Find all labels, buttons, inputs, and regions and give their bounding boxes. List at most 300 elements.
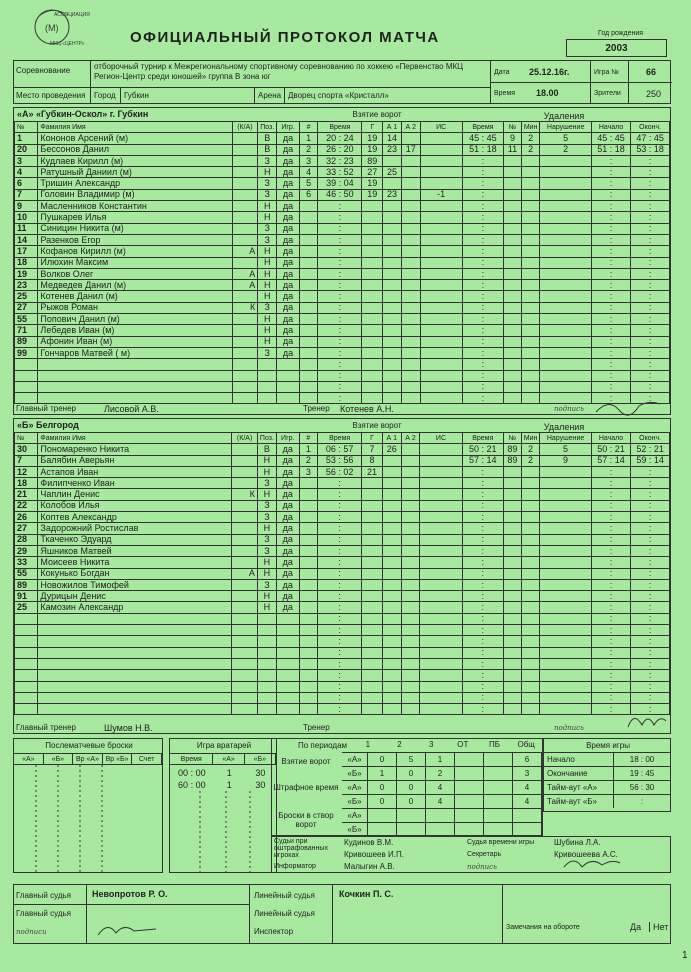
penalty-start: : bbox=[591, 466, 631, 477]
penalty-minutes bbox=[521, 234, 540, 245]
penalty-end: : bbox=[631, 359, 670, 370]
player-position: Н bbox=[258, 167, 277, 178]
goal-assist-2 bbox=[401, 325, 420, 336]
goalie-time: 00 : 00 bbox=[178, 768, 206, 778]
period-value: 0 bbox=[368, 753, 397, 766]
player-ka bbox=[232, 647, 258, 658]
goal-time: : bbox=[318, 704, 362, 715]
goal-assist-1: 25 bbox=[383, 167, 402, 178]
player-ka bbox=[232, 370, 258, 381]
penalty-start: 50 : 21 bbox=[591, 444, 631, 455]
goal-assist-1 bbox=[382, 545, 401, 556]
player-position: Н bbox=[258, 212, 277, 223]
penalty-end: : bbox=[631, 347, 670, 358]
player-name: Чаплин Денис bbox=[38, 489, 232, 500]
penalty-player bbox=[503, 534, 521, 545]
goal-assist-1 bbox=[383, 393, 402, 404]
player-row bbox=[15, 625, 670, 636]
player-row bbox=[15, 234, 670, 245]
penalty-end: : bbox=[631, 280, 670, 291]
goal-number bbox=[299, 370, 317, 381]
player-played bbox=[276, 692, 299, 703]
periods-shots-label: Броски в створ ворот bbox=[278, 811, 334, 829]
player-played: да bbox=[277, 234, 300, 245]
player-number: 7 bbox=[15, 455, 38, 466]
col-end: Оконч. bbox=[631, 433, 670, 444]
player-number bbox=[15, 692, 38, 703]
penalty-minutes bbox=[521, 704, 540, 715]
player-number bbox=[15, 670, 38, 681]
penalty-time: 51 : 18 bbox=[462, 144, 503, 155]
player-number: 71 bbox=[15, 325, 38, 336]
goal-scorer bbox=[362, 478, 383, 489]
player-row bbox=[15, 591, 670, 602]
goal-assist-1 bbox=[382, 489, 401, 500]
player-name: Афонин Иван (м) bbox=[38, 336, 232, 347]
player-ka bbox=[232, 144, 258, 155]
team-b-section bbox=[13, 418, 671, 734]
player-name bbox=[38, 658, 232, 669]
col-pen-min: Мин bbox=[521, 433, 540, 444]
player-name: Балябин Аверьян bbox=[38, 455, 232, 466]
penalty-end: : bbox=[631, 523, 670, 534]
goal-situation bbox=[420, 302, 462, 313]
goal-number bbox=[299, 268, 317, 279]
penalty-start: : bbox=[591, 523, 631, 534]
goalie-second: 00 bbox=[195, 780, 206, 790]
chief-referee-label: Главный судья bbox=[16, 891, 72, 900]
penalty-player bbox=[504, 325, 522, 336]
goal-time: : bbox=[318, 223, 362, 234]
penalty-start-min: 51 bbox=[597, 144, 608, 155]
player-row bbox=[15, 246, 670, 257]
player-row bbox=[15, 155, 670, 166]
goal-number bbox=[299, 636, 317, 647]
penalty-violation bbox=[540, 314, 591, 325]
goal-number bbox=[299, 534, 317, 545]
penalty-player bbox=[504, 212, 522, 223]
penalty-end: : bbox=[631, 325, 670, 336]
goal-assist-2 bbox=[401, 625, 420, 636]
player-ka bbox=[232, 692, 258, 703]
penalty-minutes bbox=[521, 545, 540, 556]
goal-assist-2 bbox=[401, 155, 420, 166]
player-row bbox=[15, 347, 670, 358]
penalty-end: : bbox=[631, 512, 670, 523]
penalty-violation bbox=[540, 704, 591, 715]
penalty-player bbox=[504, 178, 522, 189]
penalty-start: : bbox=[591, 613, 631, 624]
player-position: З bbox=[258, 347, 277, 358]
penalty-violation bbox=[540, 591, 591, 602]
shootout-col: «А» bbox=[14, 754, 44, 764]
player-played: да bbox=[276, 602, 299, 613]
player-ka bbox=[232, 178, 258, 189]
player-played: да bbox=[277, 223, 300, 234]
goal-situation bbox=[420, 291, 462, 302]
player-number: 30 bbox=[15, 444, 38, 455]
goal-assist-2 bbox=[401, 591, 420, 602]
goal-assist-2 bbox=[401, 201, 420, 212]
player-played: да bbox=[276, 512, 299, 523]
period-team: «Б» bbox=[342, 823, 368, 836]
penalty-start: : bbox=[591, 579, 631, 590]
penalty-violation bbox=[540, 579, 591, 590]
penalty-player bbox=[503, 636, 521, 647]
period-row bbox=[342, 794, 542, 808]
penalty-violation bbox=[540, 636, 591, 647]
penalty-violation bbox=[540, 155, 591, 166]
penalty-time: : bbox=[462, 523, 503, 534]
team-a-coach-signature bbox=[594, 396, 664, 418]
goal-scorer bbox=[362, 359, 383, 370]
player-row bbox=[15, 557, 670, 568]
goal-minute: 32 bbox=[326, 155, 337, 166]
team-a-head-coach-label: Главный тренер bbox=[16, 404, 76, 413]
penalty-player bbox=[503, 489, 521, 500]
goal-assist-2 bbox=[401, 681, 420, 692]
penalty-violation bbox=[540, 359, 591, 370]
penalty-minutes bbox=[521, 212, 540, 223]
goal-time: 06 : 57 bbox=[318, 444, 362, 455]
penalty-violation bbox=[540, 658, 591, 669]
summary-section bbox=[13, 738, 671, 873]
player-number: 9 bbox=[15, 201, 38, 212]
player-number: 6 bbox=[15, 178, 38, 189]
penalty-start: : bbox=[591, 478, 631, 489]
goal-scorer bbox=[362, 280, 383, 291]
goal-assist-2 bbox=[401, 178, 420, 189]
player-name: Колобов Илья bbox=[38, 500, 232, 511]
goal-assist-1 bbox=[383, 234, 402, 245]
penalty-violation bbox=[540, 381, 591, 392]
col-goal-time: Время bbox=[318, 122, 362, 133]
penalty-end: : bbox=[631, 613, 670, 624]
penalty-violation bbox=[540, 534, 591, 545]
goal-number bbox=[299, 393, 317, 404]
page-title: ОФИЦИАЛЬНЫЙ ПРОТОКОЛ МАТЧА bbox=[130, 29, 440, 46]
goal-assist-2 bbox=[401, 455, 420, 466]
goal-assist-2: 17 bbox=[401, 144, 420, 155]
player-ka bbox=[232, 579, 258, 590]
penalty-time: : bbox=[462, 393, 503, 404]
player-number: 1 bbox=[15, 133, 38, 144]
period-team: «А» bbox=[342, 809, 368, 822]
player-row bbox=[15, 257, 670, 268]
goal-situation bbox=[420, 681, 462, 692]
player-played: да bbox=[277, 314, 300, 325]
period-row bbox=[342, 780, 542, 794]
penalty-violation: 9 bbox=[540, 455, 591, 466]
penalty-player bbox=[504, 189, 522, 200]
player-row bbox=[15, 381, 670, 392]
penalty-end-min: 52 bbox=[636, 443, 647, 454]
player-position: Н bbox=[258, 201, 277, 212]
goal-time: : bbox=[318, 647, 362, 658]
penalty-violation bbox=[540, 568, 591, 579]
goalie-time: 60 : 00 bbox=[178, 780, 206, 790]
period-value bbox=[484, 823, 513, 836]
player-number bbox=[15, 625, 38, 636]
penalty-player bbox=[504, 291, 522, 302]
player-ka bbox=[232, 336, 258, 347]
player-ka bbox=[232, 223, 258, 234]
player-position: Н bbox=[257, 568, 276, 579]
penalty-minutes bbox=[521, 658, 540, 669]
game-time-minute: 19 bbox=[629, 769, 639, 778]
goalies-rows bbox=[170, 767, 276, 791]
player-position: Н bbox=[257, 489, 276, 500]
player-position bbox=[257, 692, 276, 703]
penalty-judges-label: Судьи при оштрафованных игроках bbox=[274, 838, 328, 859]
player-number bbox=[15, 359, 38, 370]
player-number: 17 bbox=[15, 246, 38, 257]
goal-assist-1 bbox=[382, 613, 401, 624]
penalty-minute: 57 bbox=[468, 455, 479, 466]
goal-assist-2 bbox=[401, 692, 420, 703]
goal-scorer bbox=[362, 246, 383, 257]
player-number: 21 bbox=[15, 489, 38, 500]
col-goal-a1: А 1 bbox=[383, 122, 402, 133]
goal-situation bbox=[420, 314, 462, 325]
player-played: да bbox=[277, 212, 300, 223]
col-goal-is: ИС bbox=[420, 122, 462, 133]
goal-assist-2 bbox=[401, 500, 420, 511]
goal-time: : bbox=[318, 636, 362, 647]
penalty-violation bbox=[540, 246, 591, 257]
penalty-violation bbox=[540, 201, 591, 212]
penalty-time: : bbox=[462, 223, 503, 234]
player-name: Разенков Егор bbox=[38, 234, 232, 245]
goal-time: : bbox=[318, 591, 362, 602]
player-ka bbox=[232, 681, 258, 692]
penalty-time: : bbox=[462, 557, 503, 568]
penalty-player bbox=[503, 613, 521, 624]
goal-assist-2 bbox=[401, 268, 420, 279]
goal-time: : bbox=[318, 602, 362, 613]
goal-assist-2 bbox=[401, 512, 420, 523]
player-position: З bbox=[258, 302, 277, 313]
goal-number bbox=[299, 613, 317, 624]
goalie-row bbox=[170, 767, 276, 779]
penalty-start: : bbox=[591, 234, 631, 245]
player-position: Н bbox=[257, 466, 276, 477]
period-value bbox=[513, 823, 542, 836]
goal-situation bbox=[420, 455, 462, 466]
goal-assist-1 bbox=[383, 257, 402, 268]
goal-assist-2 bbox=[401, 336, 420, 347]
period-value bbox=[455, 795, 484, 808]
time-label: Время bbox=[494, 90, 516, 97]
goal-situation: -1 bbox=[420, 189, 462, 200]
penalty-time: : bbox=[462, 568, 503, 579]
shootout-col: Вр «А» bbox=[73, 754, 103, 764]
player-position: З bbox=[258, 234, 277, 245]
penalty-start: : bbox=[591, 625, 631, 636]
player-position: В bbox=[258, 144, 277, 155]
period-value bbox=[484, 795, 513, 808]
player-ka bbox=[232, 466, 258, 477]
penalty-minutes bbox=[521, 302, 540, 313]
player-row bbox=[15, 523, 670, 534]
goal-number bbox=[299, 670, 317, 681]
penalty-violation bbox=[540, 602, 591, 613]
goal-scorer: 19 bbox=[362, 178, 383, 189]
player-name: Котенев Данил (м) bbox=[38, 291, 232, 302]
penalty-time: : bbox=[462, 302, 503, 313]
game-time-label: Тайм-аут «А» bbox=[544, 781, 614, 794]
goal-assist-1 bbox=[382, 704, 401, 715]
penalty-start-min: 45 bbox=[597, 132, 608, 143]
player-ka bbox=[232, 636, 258, 647]
penalty-minute: 50 bbox=[468, 443, 479, 454]
goal-assist-2 bbox=[401, 489, 420, 500]
goal-number bbox=[299, 681, 317, 692]
penalty-start: : bbox=[591, 545, 631, 556]
goal-situation bbox=[420, 370, 462, 381]
penalty-start: 51 : 18 bbox=[591, 144, 631, 155]
player-position bbox=[258, 370, 277, 381]
goal-scorer bbox=[362, 370, 383, 381]
player-played: да bbox=[277, 201, 300, 212]
player-row bbox=[15, 268, 670, 279]
goal-assist-1 bbox=[382, 692, 401, 703]
period-value bbox=[484, 781, 513, 794]
penalty-second: 14 bbox=[486, 455, 497, 466]
goal-assist-1 bbox=[382, 557, 401, 568]
penalty-time: : bbox=[462, 246, 503, 257]
penalty-time: : bbox=[462, 268, 503, 279]
penalty-minutes bbox=[521, 201, 540, 212]
player-position: Н bbox=[258, 246, 277, 257]
col-goal-no: # bbox=[299, 433, 317, 444]
penalty-player bbox=[504, 201, 522, 212]
goal-assist-1 bbox=[383, 223, 402, 234]
goal-second: 02 bbox=[343, 466, 354, 477]
goalies-title: Игра вратарей bbox=[196, 741, 252, 750]
player-ka bbox=[232, 212, 258, 223]
player-name bbox=[38, 647, 232, 658]
penalty-start: : bbox=[591, 658, 631, 669]
period-team: «Б» bbox=[342, 767, 368, 780]
goal-number bbox=[299, 223, 317, 234]
goal-assist-1 bbox=[382, 500, 401, 511]
penalty-player bbox=[504, 155, 522, 166]
goal-second: 57 bbox=[343, 443, 354, 454]
player-played: да bbox=[277, 291, 300, 302]
col-goal-is: ИС bbox=[420, 433, 462, 444]
player-position bbox=[258, 381, 277, 392]
goal-scorer bbox=[362, 591, 383, 602]
team-b-table bbox=[14, 432, 670, 715]
penalty-start: : bbox=[591, 534, 631, 545]
player-row bbox=[15, 302, 670, 313]
goal-number bbox=[299, 512, 317, 523]
player-position bbox=[257, 636, 276, 647]
team-b-name: «Б» Белгород bbox=[17, 420, 79, 430]
period-value: 3 bbox=[513, 767, 542, 780]
goal-assist-1 bbox=[383, 347, 402, 358]
player-row bbox=[15, 512, 670, 523]
period-value bbox=[484, 809, 513, 822]
penalty-minutes bbox=[521, 336, 540, 347]
goal-situation bbox=[420, 647, 462, 658]
city-label: Город bbox=[94, 91, 116, 100]
player-played: да bbox=[276, 500, 299, 511]
goal-situation bbox=[420, 133, 462, 144]
goal-number bbox=[299, 478, 317, 489]
goal-assist-2 bbox=[401, 393, 420, 404]
period-value: 6 bbox=[513, 753, 542, 766]
penalty-player bbox=[504, 393, 522, 404]
goalie-b: 30 bbox=[255, 780, 266, 790]
goal-minute: 20 bbox=[326, 132, 337, 143]
goalie-minute: 00 bbox=[178, 768, 189, 778]
player-row bbox=[15, 670, 670, 681]
goal-assist-1 bbox=[383, 291, 402, 302]
period-team: «А» bbox=[342, 781, 368, 794]
goal-number bbox=[299, 568, 317, 579]
remarks-label: Замечания на обороте bbox=[506, 924, 580, 931]
penalty-violation bbox=[540, 257, 591, 268]
penalty-minutes bbox=[521, 167, 540, 178]
penalty-violation bbox=[540, 280, 591, 291]
informer-label: Информатор bbox=[274, 863, 316, 870]
goal-second: 50 bbox=[343, 189, 354, 200]
player-ka bbox=[232, 133, 258, 144]
goal-situation bbox=[420, 223, 462, 234]
goal-second: 23 bbox=[343, 155, 354, 166]
goal-situation bbox=[420, 280, 462, 291]
player-played bbox=[277, 393, 300, 404]
penalty-end: : bbox=[631, 500, 670, 511]
penalty-judge-1: Кудинов В.М. bbox=[344, 838, 394, 847]
player-row bbox=[15, 681, 670, 692]
period-value bbox=[513, 809, 542, 822]
competition-label: Соревнование bbox=[16, 66, 71, 75]
goal-scorer bbox=[362, 636, 383, 647]
player-played: да bbox=[277, 302, 300, 313]
player-position bbox=[257, 704, 276, 715]
svg-text:МКЦ «ЦЕНТР»: МКЦ «ЦЕНТР» bbox=[50, 41, 85, 47]
period-value: 1 bbox=[368, 767, 397, 780]
penalty-start: : bbox=[591, 302, 631, 313]
goal-assist-2 bbox=[401, 381, 420, 392]
goalies-dashed-lines bbox=[170, 791, 276, 873]
player-position: З bbox=[258, 155, 277, 166]
spectators-label: Зрители bbox=[594, 90, 621, 97]
penalty-start: : bbox=[591, 336, 631, 347]
goal-second: 20 bbox=[343, 144, 354, 155]
penalty-start: : bbox=[591, 568, 631, 579]
penalty-second: 45 bbox=[486, 132, 497, 143]
goal-number bbox=[299, 647, 317, 658]
goal-number bbox=[299, 625, 317, 636]
goal-situation bbox=[420, 591, 462, 602]
game-no-value: 66 bbox=[646, 67, 657, 77]
player-name: Пушкарев Илья bbox=[38, 212, 232, 223]
penalty-violation bbox=[540, 291, 591, 302]
goalie-second: 00 bbox=[195, 768, 206, 778]
player-row bbox=[15, 359, 670, 370]
player-name: Кононов Арсений (м) bbox=[38, 133, 232, 144]
player-name: Медведев Данил (м) bbox=[38, 280, 232, 291]
penalty-minutes bbox=[521, 381, 540, 392]
goal-assist-2 bbox=[401, 534, 420, 545]
player-ka bbox=[232, 314, 258, 325]
period-value: 0 bbox=[397, 795, 426, 808]
penalty-violation bbox=[540, 613, 591, 624]
